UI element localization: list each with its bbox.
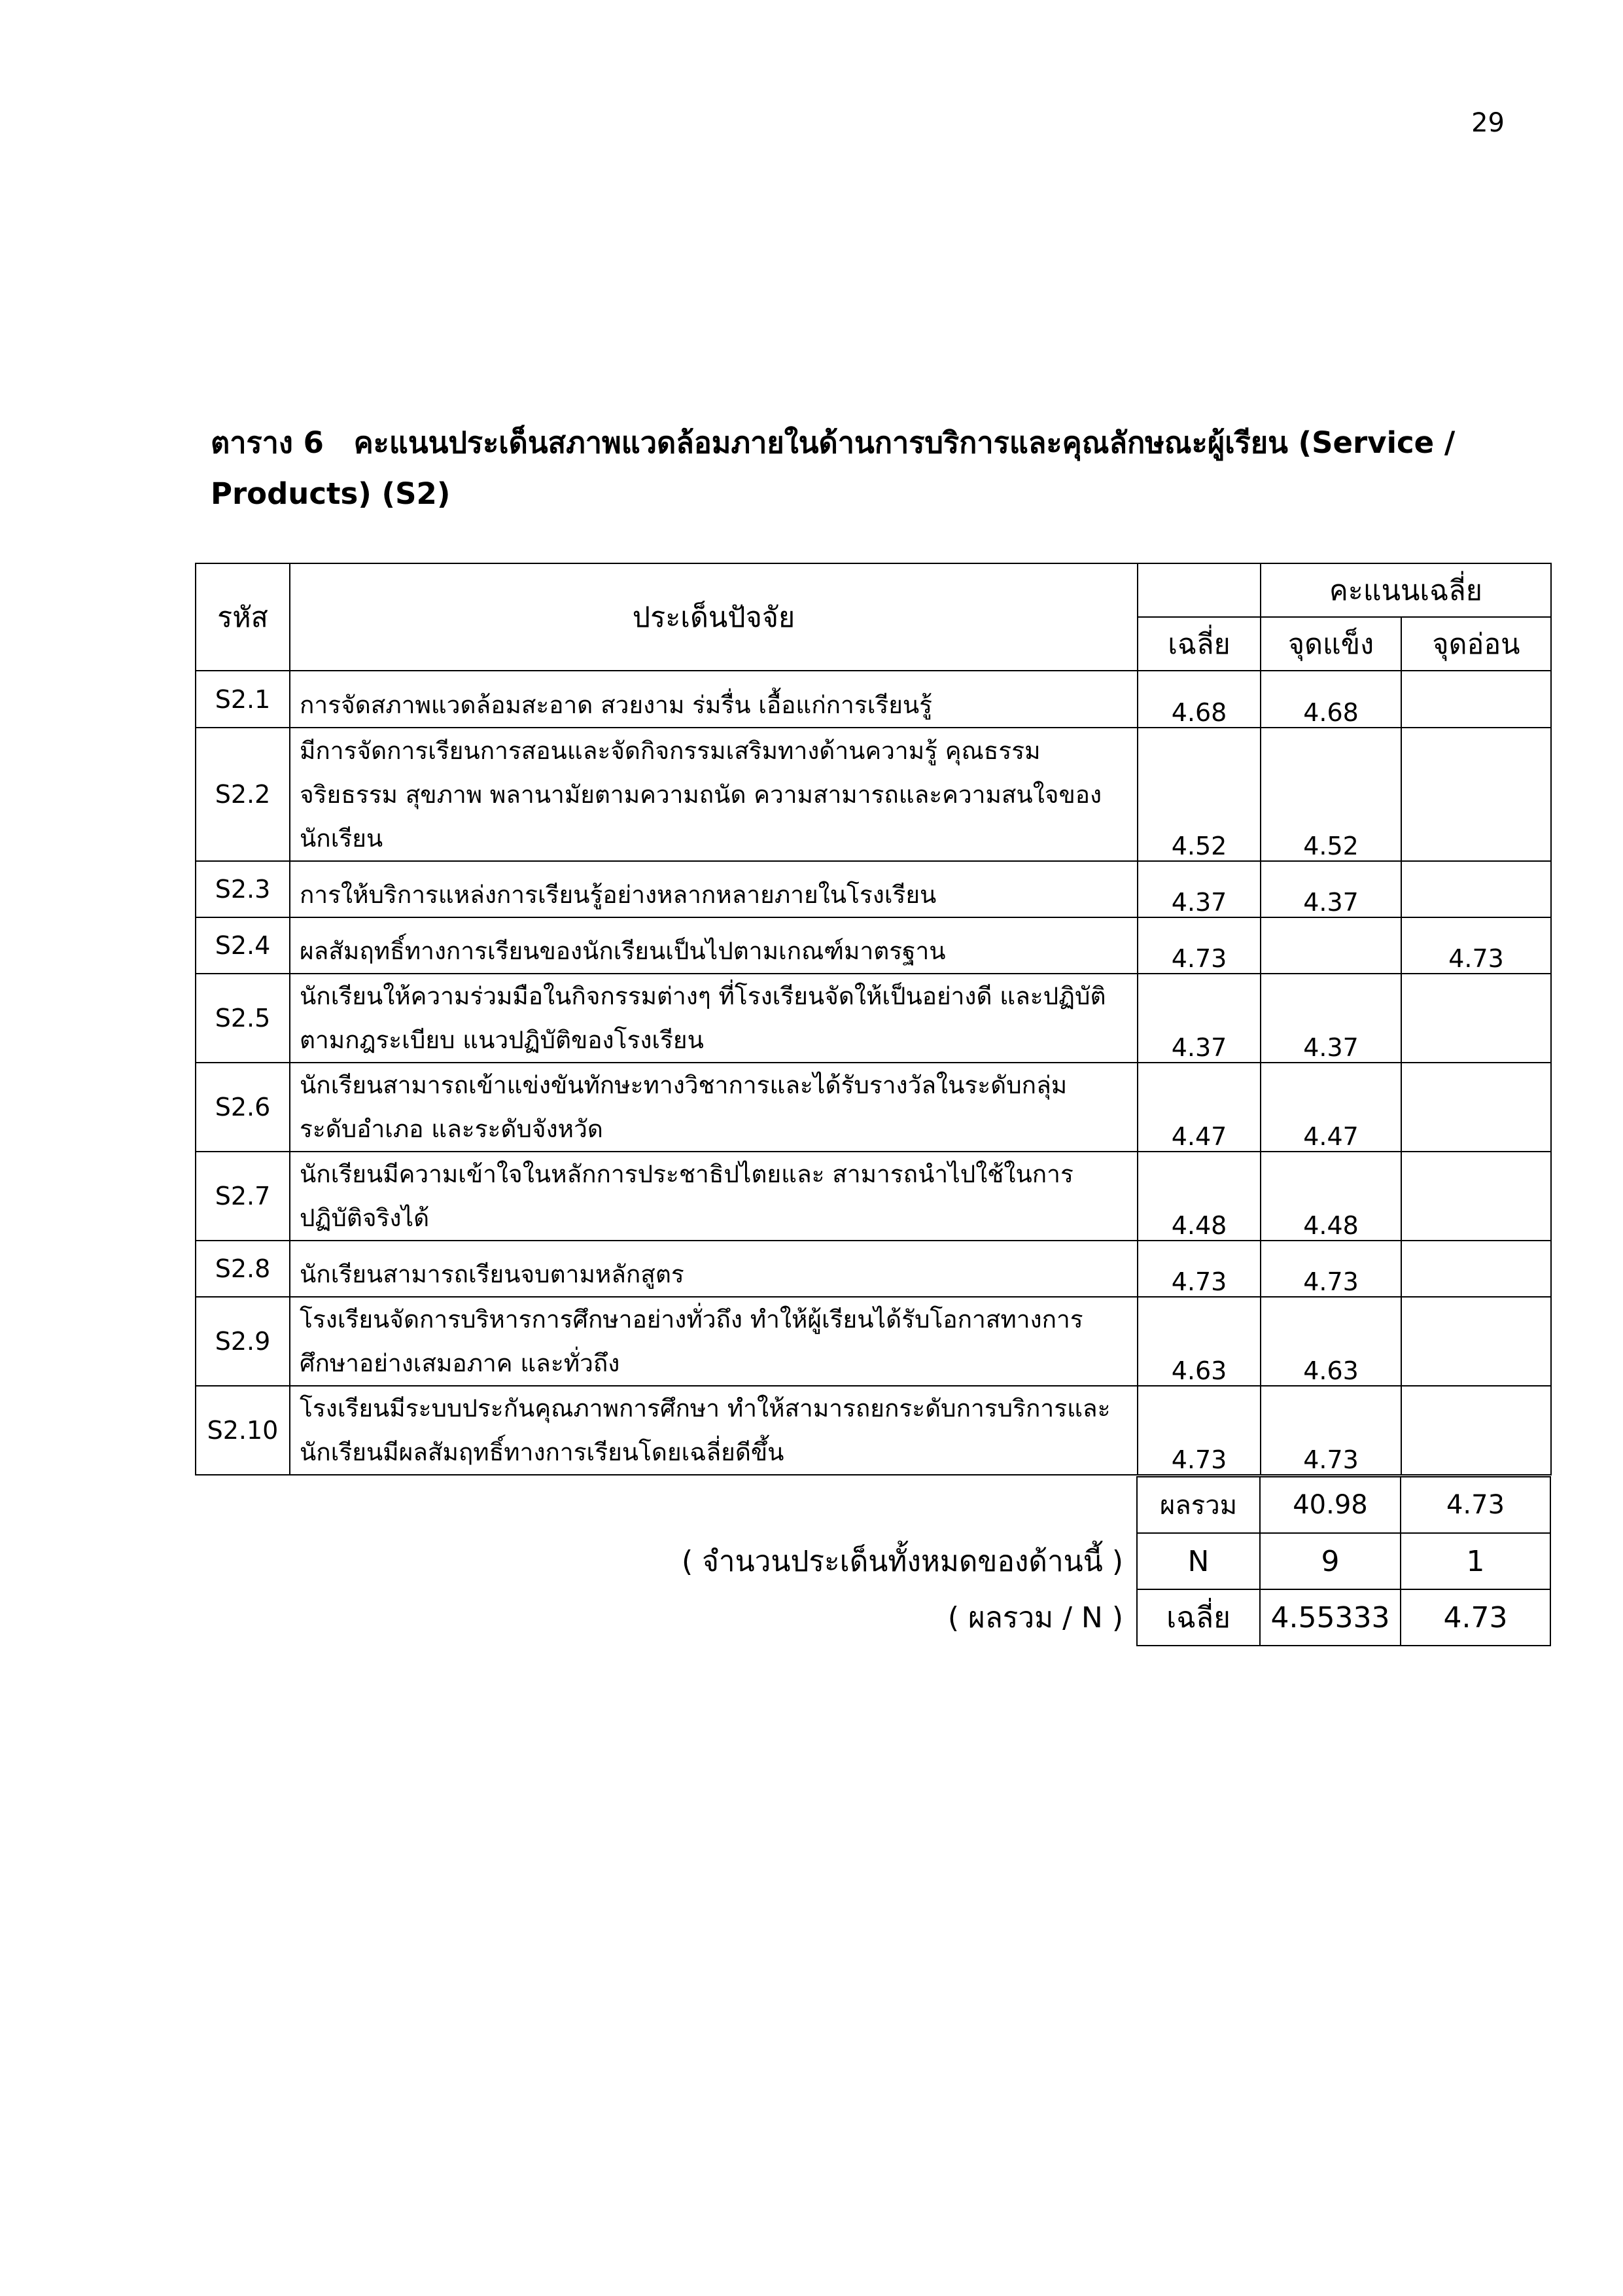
- summary-total-weakness: 4.73: [1401, 1477, 1550, 1533]
- summary-count-label: ( จำนวนประเด็นทั้งหมดของด้านนี้ ): [681, 1545, 1123, 1578]
- row-code: S2.3: [196, 861, 290, 917]
- row-code: S2.4: [196, 917, 290, 974]
- row-factor: นักเรียนสามารถเรียนจบตามหลักสูตร: [290, 1241, 1138, 1297]
- header-factor: ประเด็นปัจจัย: [290, 563, 1138, 671]
- row-code: S2.8: [196, 1241, 290, 1297]
- row-average: 4.48: [1138, 1152, 1261, 1241]
- row-weakness: [1401, 1386, 1551, 1475]
- row-average: 4.68: [1138, 671, 1261, 728]
- summary-count-weakness: 1: [1401, 1533, 1550, 1589]
- row-code: S2.6: [196, 1063, 290, 1152]
- row-factor: การให้บริการแหล่งการเรียนรู้อย่างหลากหลายภายในโรงเรียน: [290, 861, 1138, 917]
- row-weakness: [1401, 974, 1551, 1063]
- row-weakness: [1401, 728, 1551, 861]
- row-factor: นักเรียนมีความเข้าใจในหลักการประชาธิปไตยและ สามารถนำไปใช้ในการปฏิบัติจริงได้: [290, 1152, 1138, 1241]
- row-factor: ผลสัมฤทธิ์ทางการเรียนของนักเรียนเป็นไปตามเกณฑ์มาตรฐาน: [290, 917, 1138, 974]
- summary-count-key: N: [1137, 1533, 1260, 1589]
- row-code: S2.2: [196, 728, 290, 861]
- row-strength: [1261, 917, 1401, 974]
- row-strength: 4.73: [1261, 1241, 1401, 1297]
- row-factor: นักเรียนให้ความร่วมมือในกิจกรรมต่างๆ ที่โรงเรียนจัดให้เป็นอย่างดี และปฏิบัติตามกฎระเบียบ แนวปฏิบัติของโรงเรียน: [290, 974, 1138, 1063]
- table-row: [196, 861, 1551, 917]
- summary-table: [195, 1476, 1551, 1646]
- row-weakness: [1401, 671, 1551, 728]
- table-row: [196, 728, 1551, 861]
- summary-mean-weakness: 4.73: [1401, 1589, 1550, 1646]
- row-code: S2.7: [196, 1152, 290, 1241]
- row-strength: 4.68: [1261, 671, 1401, 728]
- table-row: [196, 1152, 1551, 1241]
- row-average: 4.73: [1138, 917, 1261, 974]
- row-weakness: [1401, 1152, 1551, 1241]
- row-average: 4.63: [1138, 1297, 1261, 1386]
- row-weakness: [1401, 1063, 1551, 1152]
- header-code: รหัส: [196, 563, 290, 671]
- row-strength: 4.52: [1261, 728, 1401, 861]
- header-weakness: จุดอ่อน: [1401, 617, 1551, 671]
- page-number: 29: [1471, 108, 1505, 138]
- summary-mean-key: เฉลี่ย: [1137, 1589, 1260, 1646]
- row-strength: 4.63: [1261, 1297, 1401, 1386]
- table-row: [196, 671, 1551, 728]
- row-average: 4.37: [1138, 974, 1261, 1063]
- row-code: S2.1: [196, 671, 290, 728]
- row-factor: โรงเรียนจัดการบริหารการศึกษาอย่างทั่วถึง ทำให้ผู้เรียนได้รับโอกาสทางการศึกษาอย่างเสมอภาค และทั่วถึง: [290, 1297, 1138, 1386]
- row-average: 4.73: [1138, 1241, 1261, 1297]
- row-average: 4.37: [1138, 861, 1261, 917]
- row-factor: นักเรียนสามารถเข้าแข่งขันทักษะทางวิชาการและได้รับรางวัลในระดับกลุ่ม ระดับอำเภอ และระดับจังหวัด: [290, 1063, 1138, 1152]
- row-strength: 4.48: [1261, 1152, 1401, 1241]
- row-weakness: [1401, 1297, 1551, 1386]
- header-blank: [1138, 563, 1261, 617]
- row-factor: การจัดสภาพแวดล้อมสะอาด สวยงาม ร่มรื่น เอื้อแก่การเรียนรู้: [290, 671, 1138, 728]
- row-factor: มีการจัดการเรียนการสอนและจัดกิจกรรมเสริมทางด้านความรู้ คุณธรรม จริยธรรม สุขภาพ พลานามัยตามความถนัด ความสามารถและความสนใจของนักเรียน: [290, 728, 1138, 861]
- table-row: [196, 1386, 1551, 1475]
- table-row: [196, 1297, 1551, 1386]
- summary-mean-strength: 4.55333: [1260, 1589, 1401, 1646]
- row-average: 4.52: [1138, 728, 1261, 861]
- summary-mean-label: ( ผลรวม / N ): [947, 1601, 1123, 1634]
- table-caption-label: ตาราง 6: [211, 425, 324, 460]
- table-row: [196, 1241, 1551, 1297]
- summary-count-strength: 9: [1260, 1533, 1401, 1589]
- row-average: 4.73: [1138, 1386, 1261, 1475]
- row-weakness: [1401, 1241, 1551, 1297]
- summary-total-strength: 40.98: [1260, 1477, 1401, 1533]
- row-average: 4.47: [1138, 1063, 1261, 1152]
- row-code: S2.5: [196, 974, 290, 1063]
- header-strength: จุดแข็ง: [1261, 617, 1401, 671]
- row-weakness: 4.73: [1401, 917, 1551, 974]
- row-strength: 4.37: [1261, 861, 1401, 917]
- summary-row-total: [195, 1477, 1550, 1533]
- table-row: [196, 1063, 1551, 1152]
- table-row: [196, 917, 1551, 974]
- summary-row-mean: [195, 1589, 1550, 1646]
- row-strength: 4.37: [1261, 974, 1401, 1063]
- summary-total-label: [195, 1477, 1137, 1533]
- table-caption-text: คะแนนประเด็นสภาพแวดล้อมภายในด้านการบริการและคุณลักษณะผู้เรียน (Service / Products) (S2): [211, 425, 1456, 511]
- table-row: [196, 974, 1551, 1063]
- table-caption: [211, 417, 1532, 520]
- factor-score-table: [195, 563, 1552, 1475]
- header-average-score-group: คะแนนเฉลี่ย: [1261, 563, 1551, 617]
- row-code: S2.9: [196, 1297, 290, 1386]
- row-code: S2.10: [196, 1386, 290, 1475]
- row-strength: 4.47: [1261, 1063, 1401, 1152]
- row-weakness: [1401, 861, 1551, 917]
- summary-row-count: [195, 1533, 1550, 1589]
- header-average: เฉลี่ย: [1138, 617, 1261, 671]
- summary-total-key: ผลรวม: [1137, 1477, 1260, 1533]
- row-factor: โรงเรียนมีระบบประกันคุณภาพการศึกษา ทำให้สามารถยกระดับการบริการและนักเรียนมีผลสัมฤทธิ์ทางการเรียนโดยเฉลี่ยดีขึ้น: [290, 1386, 1138, 1475]
- row-strength: 4.73: [1261, 1386, 1401, 1475]
